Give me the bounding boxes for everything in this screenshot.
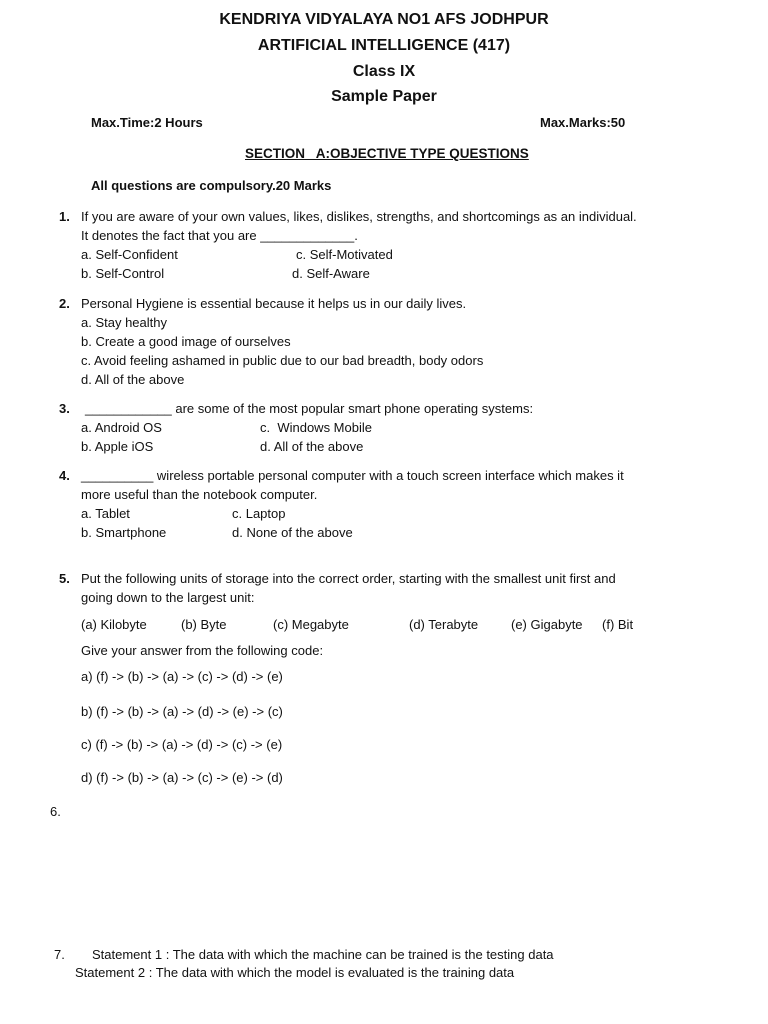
- max-marks: Max.Marks:50: [540, 115, 626, 130]
- option-b: b. Apple iOS: [81, 439, 154, 454]
- unit-kilobyte: (a) Kilobyte: [81, 617, 147, 632]
- unit-gigabyte: (e) Gigabyte: [511, 617, 583, 632]
- question-number: 1.: [59, 209, 70, 224]
- option-d: d) (f) -> (b) -> (a) -> (c) -> (e) -> (d): [81, 770, 283, 785]
- paper-title: Sample Paper: [331, 88, 437, 105]
- question-number: 3.: [59, 401, 70, 416]
- option-a: a. Tablet: [81, 506, 130, 521]
- unit-bit: (f) Bit: [602, 617, 634, 632]
- max-time: Max.Time:2 Hours: [91, 115, 203, 130]
- school-name: KENDRIYA VIDYALAYA NO1 AFS JODHPUR: [219, 11, 549, 28]
- subject-title: ARTIFICIAL INTELLIGENCE (417): [257, 37, 511, 54]
- option-a: a. Android OS: [81, 420, 162, 435]
- option-c: c. Laptop: [232, 506, 286, 521]
- question-text: more useful than the notebook computer.: [81, 487, 318, 502]
- question-number: 7.: [54, 947, 65, 962]
- question-text: going down to the largest unit:: [81, 590, 255, 605]
- option-d: d. All of the above: [81, 372, 185, 387]
- answer-prompt: Give your answer from the following code:: [81, 643, 324, 658]
- option-a: a. Self-Confident: [81, 247, 178, 262]
- question-text: __________ wireless portable personal computer with a touch screen interface which makes it: [81, 468, 624, 483]
- question-text: Put the following units of storage into the correct order, starting with the smallest unit first and: [81, 571, 616, 586]
- option-a: a. Stay healthy: [81, 315, 167, 330]
- statement-2: Statement 2 : The data with which the model is evaluated is the training data: [75, 965, 515, 980]
- option-c: c) (f) -> (b) -> (a) -> (d) -> (c) -> (e): [81, 737, 283, 752]
- option-c: c. Self-Motivated: [296, 247, 393, 262]
- unit-byte: (b) Byte: [181, 617, 227, 632]
- section-heading: SECTION A:OBJECTIVE TYPE QUESTIONS: [245, 146, 529, 161]
- statement-1: Statement 1 : The data with which the machine can be trained is the testing data: [92, 947, 554, 962]
- instructions: All questions are compulsory.20 Marks: [91, 178, 332, 193]
- option-d: d. All of the above: [260, 439, 364, 454]
- question-number: 5.: [59, 571, 70, 586]
- question-text: It denotes the fact that you are _____________.: [81, 228, 358, 243]
- option-b: b) (f) -> (b) -> (a) -> (d) -> (e) -> (c): [81, 704, 283, 719]
- unit-terabyte: (d) Terabyte: [409, 617, 479, 632]
- question-number: 2.: [59, 296, 70, 311]
- class-title: Class IX: [352, 63, 416, 80]
- option-b: b. Create a good image of ourselves: [81, 334, 291, 349]
- question-number: 4.: [59, 468, 70, 483]
- question-text: ____________ are some of the most popular smart phone operating systems:: [85, 401, 534, 416]
- option-d: d. Self-Aware: [292, 266, 370, 281]
- option-a: a) (f) -> (b) -> (a) -> (c) -> (d) -> (e): [81, 669, 283, 684]
- option-b: b. Smartphone: [81, 525, 167, 540]
- option-d: d. None of the above: [232, 525, 353, 540]
- unit-megabyte: (c) Megabyte: [273, 617, 349, 632]
- question-text: Personal Hygiene is essential because it helps us in our daily lives.: [81, 296, 467, 311]
- option-c: c. Windows Mobile: [260, 420, 372, 435]
- option-b: b. Self-Control: [81, 266, 165, 281]
- question-text: If you are aware of your own values, likes, dislikes, strengths, and shortcomings as an individual.: [81, 209, 637, 224]
- option-c: c. Avoid feeling ashamed in public due to our bad breadth, body odors: [81, 353, 484, 368]
- question-6-number: 6.: [50, 804, 61, 819]
